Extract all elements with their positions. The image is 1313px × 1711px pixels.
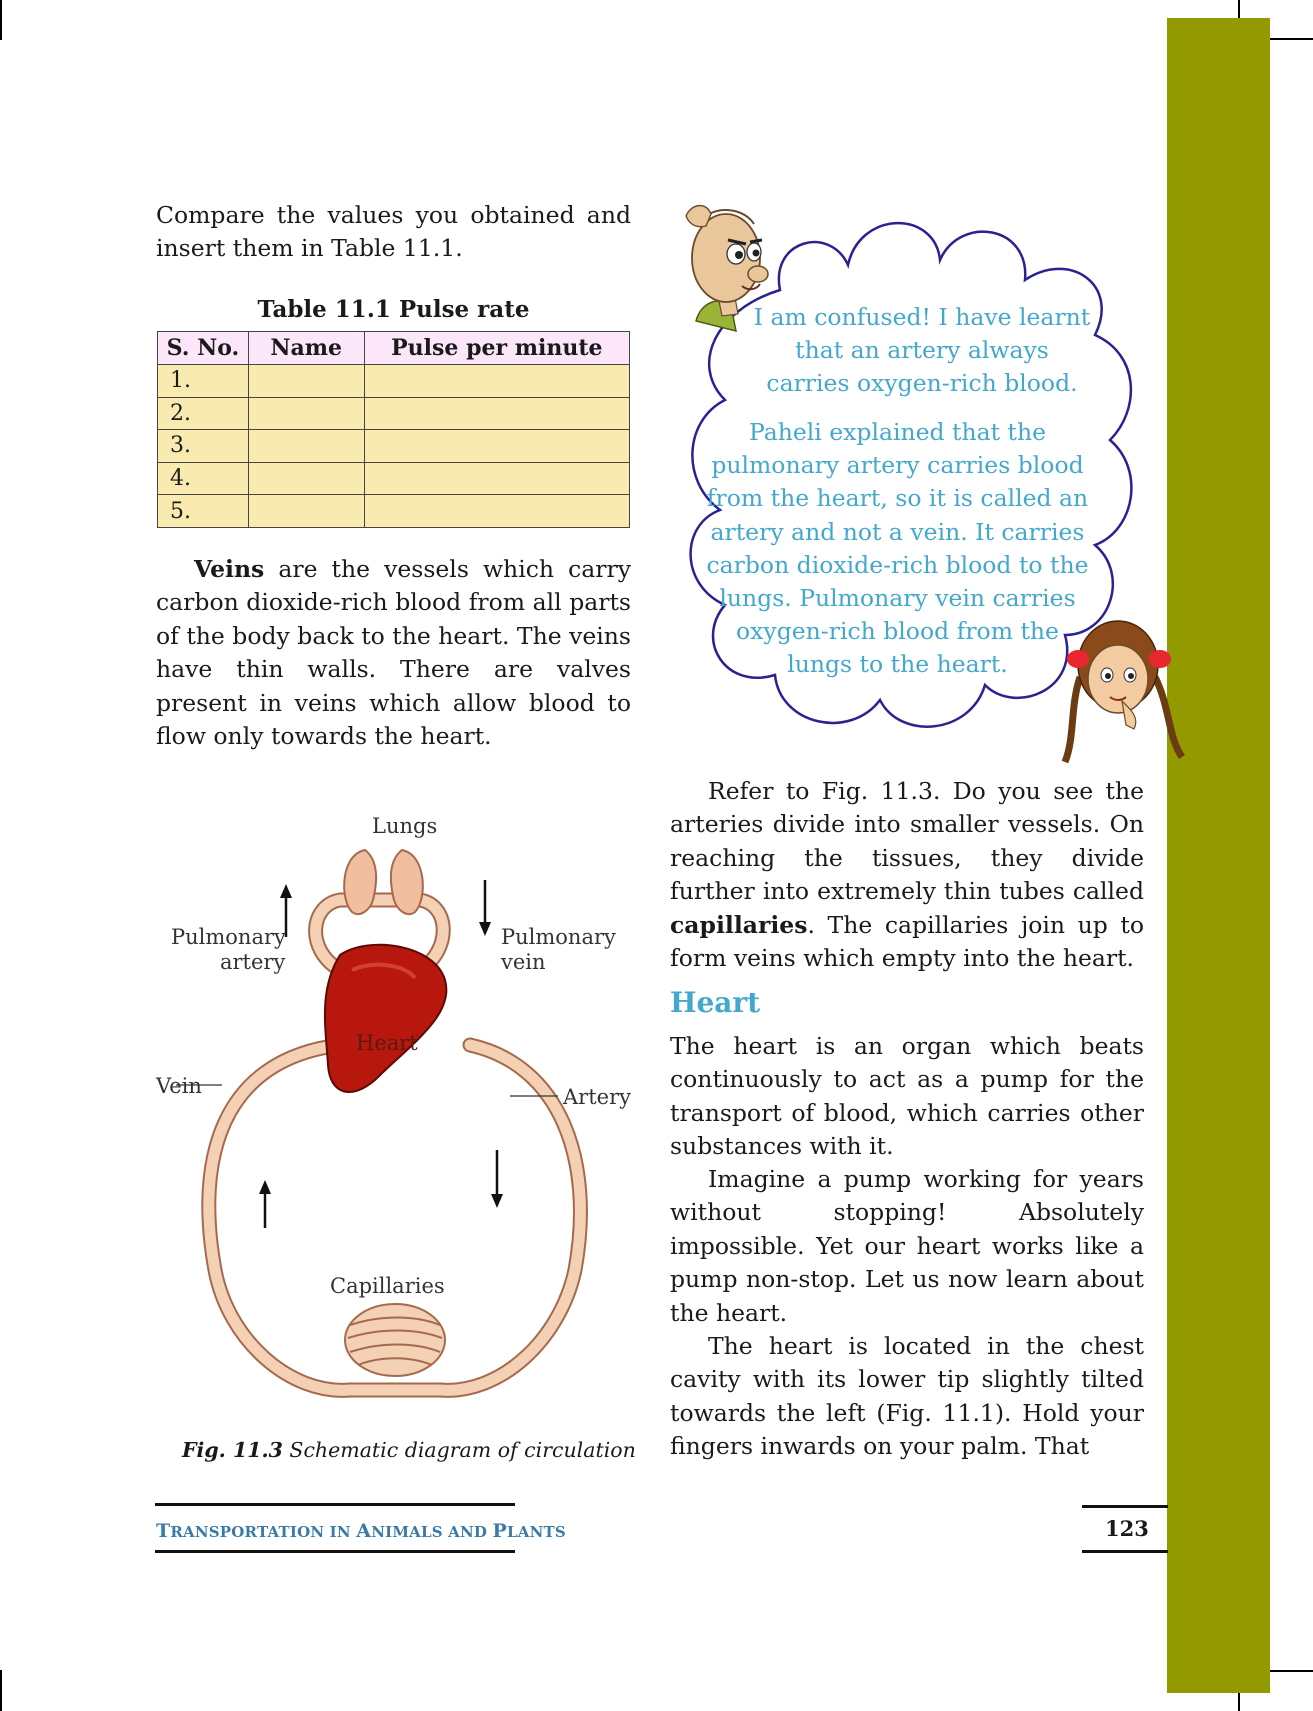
- pulse-rate-table: [157, 331, 630, 528]
- crop-mark: [0, 0, 2, 40]
- table-header-row: [158, 332, 630, 365]
- footer-title-part: LANTS: [507, 1523, 566, 1541]
- heart-paragraph-2: Imagine a pump working for years without stopping! Absolutely impossible. Yet our heart works like a pump non-stop. Let us now learn about the heart.: [670, 1165, 1144, 1327]
- bubble-explanation-text: Paheli explained that the pulmonary artery carries blood from the heart, so it is called an artery and not a vein. It carries carbon dioxide-rich blood to the lungs. Pulmonary vein carries oxygen-rich blood from the lungs to the heart.: [706, 418, 1089, 679]
- heart-heading: Heart: [670, 986, 761, 1019]
- bubble-confused-text: I am confused! I have learnt that an artery always carries oxygen-rich blood.: [753, 303, 1091, 398]
- refer-paragraph: [670, 775, 1144, 975]
- label-artery: Artery: [563, 1085, 631, 1109]
- table-cell: 5.: [158, 495, 249, 528]
- refer-text-after: . The capillaries join up to form veins which empty into the heart.: [670, 910, 1144, 973]
- table-header: Pulse per minute: [364, 332, 629, 365]
- label-pulmonary-artery-2: artery: [220, 950, 286, 974]
- table-cell: [248, 365, 364, 398]
- table-cell: [364, 495, 629, 528]
- veins-term: Veins: [194, 555, 265, 583]
- table-cell: 2.: [158, 397, 249, 430]
- footer-rule-right-bottom: [1082, 1550, 1168, 1553]
- table-header: Name: [248, 332, 364, 365]
- intro-paragraph: Compare the values you obtained and insert them in Table 11.1.: [156, 201, 631, 263]
- label-pulmonary-vein-1: Pulmonary: [501, 925, 616, 949]
- table-cell: [364, 365, 629, 398]
- label-vein: Vein: [156, 1074, 202, 1098]
- table-row: [158, 397, 630, 430]
- table-cell: [248, 462, 364, 495]
- table-cell: [364, 462, 629, 495]
- table-cell: [248, 397, 364, 430]
- footer-rule-left-bottom: [155, 1550, 515, 1553]
- table-row: [158, 430, 630, 463]
- label-heart: Heart: [356, 1031, 418, 1055]
- caption-figure-number: Fig. 11.3: [182, 1438, 283, 1462]
- table-cell: [364, 397, 629, 430]
- footer-rule-right-top: [1082, 1505, 1168, 1508]
- table-cell: 4.: [158, 462, 249, 495]
- refer-text-before: Refer to Fig. 11.3. Do you see the arteries divide into smaller vessels. On reaching the tissues, they divide further into extremely thin tubes called: [670, 777, 1144, 906]
- footer-title-part: T: [156, 1520, 171, 1542]
- table-cell: [248, 495, 364, 528]
- figure-caption: [182, 1438, 636, 1462]
- table-cell: [248, 430, 364, 463]
- table-title: Table 11.1 Pulse rate: [257, 296, 530, 323]
- heart-paragraph-1: The heart is an organ which beats continuously to act as a pump for the transport of blood, which carries other substances with it.: [670, 1032, 1144, 1161]
- page-number: 123: [1105, 1516, 1149, 1541]
- caption-text: Schematic diagram of circulation: [282, 1438, 636, 1462]
- label-capillaries: Capillaries: [330, 1274, 445, 1298]
- table-header: S. No.: [158, 332, 249, 365]
- table-row: [158, 495, 630, 528]
- table-cell: 3.: [158, 430, 249, 463]
- label-pulmonary-vein-2: vein: [501, 950, 546, 974]
- footer-title-part: A: [356, 1520, 372, 1542]
- label-lungs: Lungs: [372, 814, 438, 838]
- capillaries-term: capillaries: [670, 910, 808, 939]
- table-cell: [364, 430, 629, 463]
- footer-title-part: P: [492, 1520, 508, 1542]
- circulation-diagram: [140, 800, 640, 1420]
- veins-text: are the vessels which carry carbon dioxide-rich blood from all parts of the body back to the heart. The veins have thin walls. There are valves present in veins which allow blood to flow only towards the heart.: [156, 555, 631, 751]
- table-cell: 1.: [158, 365, 249, 398]
- heart-paragraph-3: The heart is located in the chest cavity with its lower tip slightly tilted towards the left (Fig. 11.1). Hold your fingers inwards on your palm. That: [670, 1332, 1144, 1461]
- footer-title-part: NIMALS AND: [371, 1523, 493, 1541]
- footer-chapter-title: [156, 1520, 566, 1542]
- side-band: [1167, 18, 1270, 1693]
- crop-mark: [0, 1670, 2, 1711]
- footer-title-part: RANSPORTATION IN: [170, 1523, 357, 1541]
- veins-paragraph: [156, 553, 631, 753]
- label-pulmonary-artery-1: Pulmonary: [171, 925, 286, 949]
- table-row: [158, 365, 630, 398]
- table-row: [158, 462, 630, 495]
- footer-rule-left-top: [155, 1503, 515, 1506]
